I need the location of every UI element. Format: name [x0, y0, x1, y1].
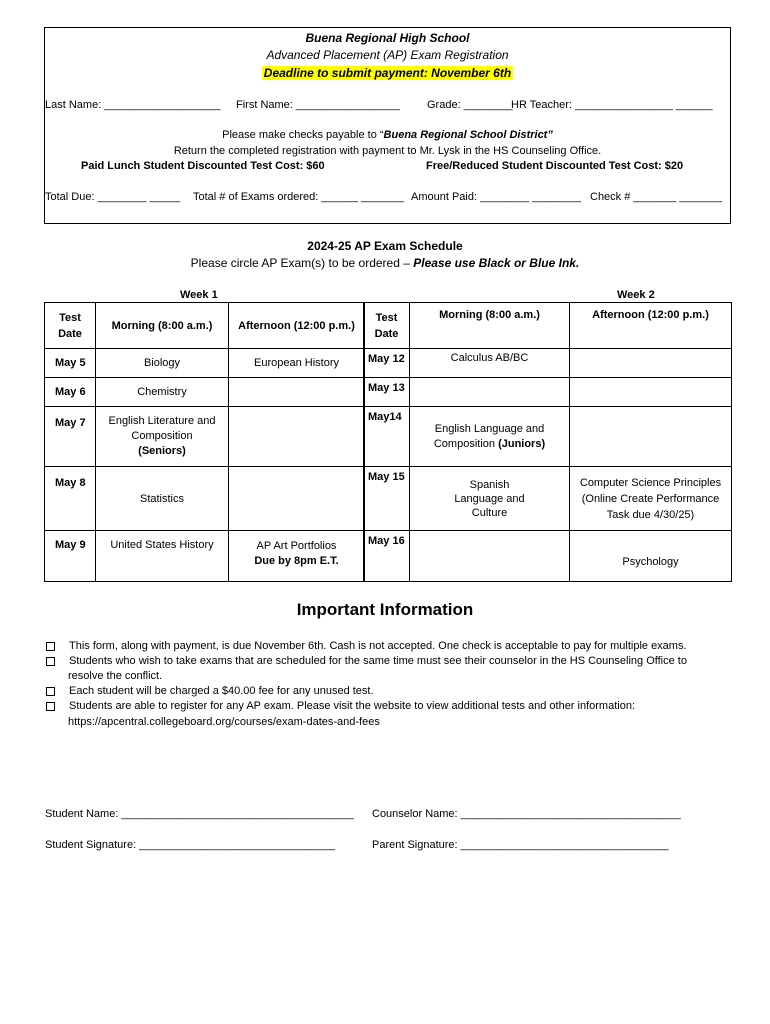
exam-label: Spanish Language and Culture: [454, 478, 525, 519]
test-date-header-line1: Test: [375, 311, 398, 324]
exam-option[interactable]: [570, 531, 732, 582]
schedule-instruction: [0, 256, 770, 270]
exam-option[interactable]: [229, 349, 365, 378]
empty-slot: [410, 531, 570, 582]
payable-name: Buena Regional School District”: [383, 129, 553, 141]
afternoon-header: Afternoon (12:00 p.m.): [229, 303, 365, 349]
schedule-title: 2024-25 AP Exam Schedule: [307, 239, 463, 253]
exam-label: Calculus AB/BC: [450, 352, 529, 364]
checkbox-icon[interactable]: [46, 657, 55, 666]
table-row: [45, 407, 365, 467]
table-row: [45, 467, 365, 531]
info-item: [46, 685, 374, 697]
info-item: [46, 640, 687, 652]
info-item-text: Students are able to register for any AP exam. Please visit the website to view additional tests and other information:: [69, 700, 635, 712]
return-note: Return the completed registration with payment to Mr. Lysk in the HS Counseling Office.: [173, 145, 602, 157]
table-row: [364, 531, 732, 582]
exam-option[interactable]: [96, 407, 229, 467]
test-date-header-line2: Date: [374, 327, 399, 340]
exam-date: May 6: [45, 378, 96, 407]
exam-option[interactable]: [410, 349, 570, 378]
exam-date: May 12: [364, 349, 410, 378]
morning-header: Morning (8:00 a.m.): [96, 303, 229, 349]
grade-field[interactable]: Grade: ________: [427, 99, 513, 111]
deadline: Deadline to submit payment: November 6th: [263, 66, 512, 80]
week2-header-row: [364, 303, 732, 349]
afternoon-header: Afternoon (12:00 p.m.): [570, 303, 732, 349]
amount-paid-field[interactable]: Amount Paid: ________ ________: [411, 191, 582, 203]
exam-label-note: Due by 8pm E.T.: [254, 555, 339, 567]
exam-label: Statistics: [139, 492, 184, 505]
test-date-header-line2: Date: [58, 327, 82, 340]
table-row: [45, 531, 365, 582]
first-name-field[interactable]: First Name: _________________: [236, 99, 400, 111]
info-title: Important Information: [296, 600, 474, 619]
exam-label: European History: [254, 357, 339, 369]
school-name: Buena Regional High School: [305, 31, 470, 45]
exam-option[interactable]: [410, 467, 570, 531]
exam-date: May14: [364, 407, 410, 467]
exam-date: May 9: [45, 531, 96, 582]
week1-label: Week 1: [180, 289, 218, 301]
exam-option[interactable]: [96, 531, 229, 582]
week1-header-row: [45, 303, 365, 349]
payable-note: [44, 129, 731, 141]
exam-date: May 5: [45, 349, 96, 378]
checkbox-icon[interactable]: [46, 702, 55, 711]
instruction-emphasis: Please use Black or Blue Ink.: [413, 256, 580, 270]
exam-date: May 16: [364, 531, 410, 582]
info-item-continuation: resolve the conflict.: [68, 670, 163, 682]
last-name-field[interactable]: Last Name: ___________________: [45, 99, 221, 111]
empty-slot: [229, 467, 365, 531]
table-row: [45, 349, 365, 378]
total-due-field[interactable]: Total Due: ________ _____: [45, 191, 181, 203]
check-number-field[interactable]: Check # _______ _______: [590, 191, 723, 203]
test-date-header-line1: Test: [59, 311, 81, 324]
exam-label: Chemistry: [137, 386, 187, 398]
exam-label: English Literature and Composition: [108, 415, 216, 442]
exam-option[interactable]: [96, 467, 229, 531]
checkbox-icon[interactable]: [46, 642, 55, 651]
empty-slot: [570, 378, 732, 407]
table-row: [45, 378, 365, 407]
exam-option[interactable]: [570, 467, 732, 531]
exam-label-note: (Seniors): [138, 445, 186, 457]
exam-label: Computer Science Principles (Online Create Performance Task due 4/30/25): [579, 476, 722, 521]
free-reduced-cost: Free/Reduced Student Discounted Test Cost: $20: [426, 160, 684, 172]
info-item: [46, 655, 687, 667]
exam-date: May 13: [364, 378, 410, 407]
test-date-header: [45, 303, 96, 349]
empty-slot: [570, 349, 732, 378]
instruction-prefix: Please circle AP Exam(s) to be ordered –: [190, 256, 414, 270]
exam-option[interactable]: [96, 349, 229, 378]
table-row: [364, 378, 732, 407]
exam-date: May 7: [45, 407, 96, 467]
parent-signature-field[interactable]: Parent Signature: __________________________________: [372, 839, 669, 851]
test-date-header: [364, 303, 410, 349]
info-url[interactable]: https://apcentral.collegeboard.org/courses/exam-dates-and-fees: [68, 716, 380, 728]
exam-option[interactable]: [410, 407, 570, 467]
exam-date: May 15: [364, 467, 410, 531]
table-row: [364, 407, 732, 467]
info-item-text: Each student will be charged a $40.00 fee for any unused test.: [69, 685, 374, 697]
table-row: [364, 349, 732, 378]
student-name-field[interactable]: Student Name: ______________________________________: [45, 808, 354, 820]
week2-label: Week 2: [617, 289, 655, 301]
form-title: Advanced Placement (AP) Exam Registration: [266, 48, 509, 62]
exam-label: United States History: [110, 539, 214, 551]
exam-label-note: (Juniors): [498, 437, 546, 450]
student-signature-field[interactable]: Student Signature: ________________________________: [45, 839, 335, 851]
morning-header: Morning (8:00 a.m.): [410, 303, 570, 349]
exam-date: May 8: [45, 467, 96, 531]
empty-slot: [229, 407, 365, 467]
empty-slot: [570, 407, 732, 467]
exam-label: Psychology: [622, 556, 679, 568]
exam-option[interactable]: [229, 531, 365, 582]
deadline-row: [44, 66, 731, 80]
total-exams-field[interactable]: Total # of Exams ordered: ______ _______: [193, 191, 404, 203]
payable-prefix: Please make checks payable to “: [222, 129, 384, 141]
exam-option[interactable]: [96, 378, 229, 407]
checkbox-icon[interactable]: [46, 687, 55, 696]
info-item-text: Students who wish to take exams that are scheduled for the same time must see their counselor in the HS Counseling Office to: [69, 655, 687, 667]
empty-slot: [229, 378, 365, 407]
week1-table: [44, 302, 365, 582]
week2-table: [363, 302, 732, 582]
paid-lunch-cost: Paid Lunch Student Discounted Test Cost: $60: [81, 160, 325, 172]
info-item: [46, 700, 635, 712]
exam-label: AP Art Portfolios: [256, 540, 337, 552]
counselor-name-field[interactable]: Counselor Name: ____________________________________: [372, 808, 681, 820]
exam-label: English Language and Composition: [433, 422, 545, 450]
empty-slot: [410, 378, 570, 407]
info-item-text: This form, along with payment, is due November 6th. Cash is not accepted. One check is acceptable to pay for multiple exams.: [69, 640, 687, 652]
table-row: [364, 467, 732, 531]
hr-teacher-field[interactable]: HR Teacher: ________________ ______: [511, 99, 713, 111]
exam-label: Biology: [143, 357, 181, 369]
